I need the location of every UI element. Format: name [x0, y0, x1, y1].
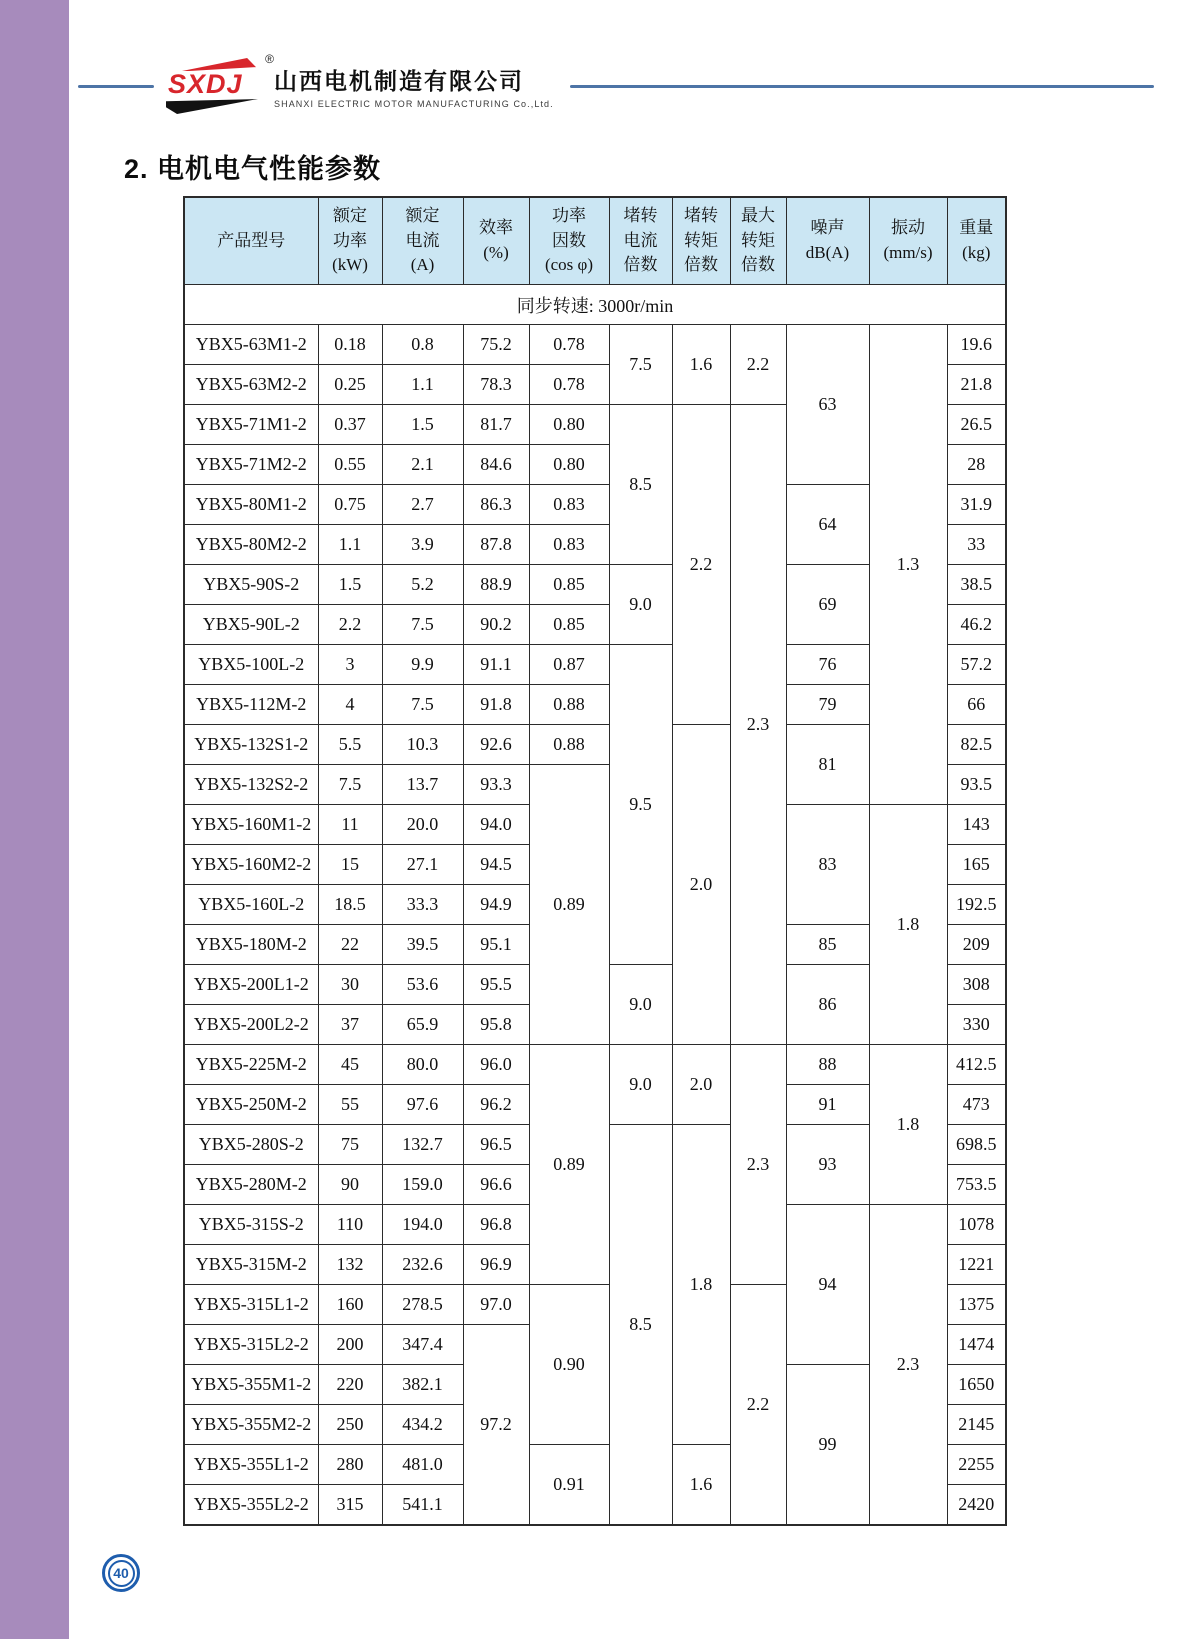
value-cell: 2.7 — [382, 485, 463, 525]
value-cell: 96.8 — [463, 1205, 529, 1245]
column-header-3: 效率 (%) — [463, 197, 529, 285]
value-cell: 2.2 — [672, 405, 730, 725]
value-cell: 64 — [786, 485, 869, 565]
value-cell: 0.75 — [318, 485, 382, 525]
value-cell: 160 — [318, 1285, 382, 1325]
value-cell: 81 — [786, 725, 869, 805]
value-cell: 95.5 — [463, 965, 529, 1005]
value-cell: 21.8 — [947, 365, 1006, 405]
model-cell: YBX5-90S-2 — [184, 565, 318, 605]
value-cell: 7.5 — [609, 325, 672, 405]
value-cell: 97.2 — [463, 1325, 529, 1526]
value-cell: 97.0 — [463, 1285, 529, 1325]
value-cell: 143 — [947, 805, 1006, 845]
value-cell: 698.5 — [947, 1125, 1006, 1165]
value-cell: 86 — [786, 965, 869, 1045]
model-cell: YBX5-112M-2 — [184, 685, 318, 725]
value-cell: 1078 — [947, 1205, 1006, 1245]
value-cell: 75 — [318, 1125, 382, 1165]
value-cell: 38.5 — [947, 565, 1006, 605]
value-cell: 9.0 — [609, 1045, 672, 1125]
value-cell: 2.2 — [318, 605, 382, 645]
value-cell: 0.88 — [529, 685, 609, 725]
value-cell: 28 — [947, 445, 1006, 485]
value-cell: 0.83 — [529, 525, 609, 565]
column-header-9: 振动 (mm/s) — [869, 197, 947, 285]
column-header-8: 噪声 dB(A) — [786, 197, 869, 285]
value-cell: 94.9 — [463, 885, 529, 925]
model-cell: YBX5-90L-2 — [184, 605, 318, 645]
model-cell: YBX5-200L1-2 — [184, 965, 318, 1005]
value-cell: 80.0 — [382, 1045, 463, 1085]
model-cell: YBX5-132S2-2 — [184, 765, 318, 805]
column-header-1: 额定 功率 (kW) — [318, 197, 382, 285]
column-header-6: 堵转 转矩 倍数 — [672, 197, 730, 285]
value-cell: 93.3 — [463, 765, 529, 805]
value-cell: 26.5 — [947, 405, 1006, 445]
value-cell: 4 — [318, 685, 382, 725]
value-cell: 8.5 — [609, 405, 672, 565]
value-cell: 2145 — [947, 1405, 1006, 1445]
value-cell: 20.0 — [382, 805, 463, 845]
sync-speed-band: 同步转速: 3000r/min — [184, 285, 1006, 325]
value-cell: 96.2 — [463, 1085, 529, 1125]
value-cell: 2420 — [947, 1485, 1006, 1526]
value-cell: 88.9 — [463, 565, 529, 605]
table-header-row — [184, 197, 1006, 285]
value-cell: 2.0 — [672, 1045, 730, 1125]
page-number-badge — [102, 1554, 140, 1592]
value-cell: 278.5 — [382, 1285, 463, 1325]
value-cell: 96.6 — [463, 1165, 529, 1205]
value-cell: 78.3 — [463, 365, 529, 405]
model-cell: YBX5-355L1-2 — [184, 1445, 318, 1485]
value-cell: 76 — [786, 645, 869, 685]
brand-header — [78, 50, 1154, 122]
value-cell: 0.25 — [318, 365, 382, 405]
column-header-4: 功率 因数 (cos φ) — [529, 197, 609, 285]
model-cell: YBX5-63M2-2 — [184, 365, 318, 405]
model-cell: YBX5-71M1-2 — [184, 405, 318, 445]
value-cell: 65.9 — [382, 1005, 463, 1045]
value-cell: 1.1 — [382, 365, 463, 405]
value-cell: 7.5 — [382, 685, 463, 725]
value-cell: 0.87 — [529, 645, 609, 685]
model-cell: YBX5-355L2-2 — [184, 1485, 318, 1526]
model-cell: YBX5-132S1-2 — [184, 725, 318, 765]
motor-spec-table — [183, 196, 1007, 1526]
model-cell: YBX5-160L-2 — [184, 885, 318, 925]
value-cell: 83 — [786, 805, 869, 925]
value-cell: 0.37 — [318, 405, 382, 445]
brand-rule-left — [78, 85, 154, 88]
value-cell: 0.85 — [529, 565, 609, 605]
value-cell: 57.2 — [947, 645, 1006, 685]
value-cell: 2.3 — [730, 1045, 786, 1285]
value-cell: 0.18 — [318, 325, 382, 365]
value-cell: 0.8 — [382, 325, 463, 365]
value-cell: 1.8 — [672, 1125, 730, 1445]
value-cell: 22 — [318, 925, 382, 965]
value-cell: 9.0 — [609, 565, 672, 645]
value-cell: 0.83 — [529, 485, 609, 525]
model-cell: YBX5-280M-2 — [184, 1165, 318, 1205]
value-cell: 18.5 — [318, 885, 382, 925]
value-cell: 209 — [947, 925, 1006, 965]
value-cell: 1474 — [947, 1325, 1006, 1365]
value-cell: 1.8 — [869, 805, 947, 1045]
value-cell: 46.2 — [947, 605, 1006, 645]
value-cell: 92.6 — [463, 725, 529, 765]
value-cell: 5.2 — [382, 565, 463, 605]
value-cell: 347.4 — [382, 1325, 463, 1365]
value-cell: 132 — [318, 1245, 382, 1285]
value-cell: 315 — [318, 1485, 382, 1526]
value-cell: 7.5 — [318, 765, 382, 805]
value-cell: 85 — [786, 925, 869, 965]
value-cell: 1.1 — [318, 525, 382, 565]
value-cell: 37 — [318, 1005, 382, 1045]
value-cell: 0.88 — [529, 725, 609, 765]
model-cell: YBX5-200L2-2 — [184, 1005, 318, 1045]
value-cell: 5.5 — [318, 725, 382, 765]
value-cell: 0.89 — [529, 765, 609, 1045]
value-cell: 1375 — [947, 1285, 1006, 1325]
value-cell: 473 — [947, 1085, 1006, 1125]
section-title: 2. 电机电气性能参数 — [124, 154, 382, 184]
value-cell: 9.5 — [609, 645, 672, 965]
value-cell: 753.5 — [947, 1165, 1006, 1205]
value-cell: 94 — [786, 1205, 869, 1365]
value-cell: 434.2 — [382, 1405, 463, 1445]
value-cell: 79 — [786, 685, 869, 725]
column-header-10: 重量 (kg) — [947, 197, 1006, 285]
value-cell: 194.0 — [382, 1205, 463, 1245]
value-cell: 45 — [318, 1045, 382, 1085]
company-name-cn: 山西电机制造有限公司 — [274, 68, 524, 94]
value-cell: 330 — [947, 1005, 1006, 1045]
value-cell: 55 — [318, 1085, 382, 1125]
table-row — [184, 325, 1006, 365]
value-cell: 84.6 — [463, 445, 529, 485]
value-cell: 412.5 — [947, 1045, 1006, 1085]
value-cell: 90 — [318, 1165, 382, 1205]
value-cell: 382.1 — [382, 1365, 463, 1405]
value-cell: 110 — [318, 1205, 382, 1245]
value-cell: 1.5 — [382, 405, 463, 445]
model-cell: YBX5-315L1-2 — [184, 1285, 318, 1325]
value-cell: 9.0 — [609, 965, 672, 1045]
value-cell: 93 — [786, 1125, 869, 1205]
value-cell: 1221 — [947, 1245, 1006, 1285]
value-cell: 82.5 — [947, 725, 1006, 765]
speed-band-row — [184, 285, 1006, 325]
value-cell: 99 — [786, 1365, 869, 1526]
value-cell: 280 — [318, 1445, 382, 1485]
value-cell: 94.0 — [463, 805, 529, 845]
value-cell: 0.78 — [529, 365, 609, 405]
value-cell: 87.8 — [463, 525, 529, 565]
value-cell: 11 — [318, 805, 382, 845]
model-cell: YBX5-315L2-2 — [184, 1325, 318, 1365]
value-cell: 0.90 — [529, 1285, 609, 1445]
value-cell: 0.91 — [529, 1445, 609, 1526]
registered-trademark-icon: ® — [265, 52, 274, 66]
value-cell: 93.5 — [947, 765, 1006, 805]
value-cell: 90.2 — [463, 605, 529, 645]
sidebar-accent-bar — [0, 0, 69, 1639]
column-header-7: 最大 转矩 倍数 — [730, 197, 786, 285]
value-cell: 2.2 — [730, 325, 786, 405]
value-cell: 1.6 — [672, 1445, 730, 1526]
value-cell: 39.5 — [382, 925, 463, 965]
value-cell: 86.3 — [463, 485, 529, 525]
value-cell: 2.3 — [869, 1205, 947, 1526]
value-cell: 66 — [947, 685, 1006, 725]
value-cell: 0.55 — [318, 445, 382, 485]
value-cell: 91 — [786, 1085, 869, 1125]
value-cell: 91.1 — [463, 645, 529, 685]
value-cell: 0.80 — [529, 405, 609, 445]
model-cell: YBX5-315M-2 — [184, 1245, 318, 1285]
value-cell: 63 — [786, 325, 869, 485]
model-cell: YBX5-80M1-2 — [184, 485, 318, 525]
value-cell: 3 — [318, 645, 382, 685]
value-cell: 0.85 — [529, 605, 609, 645]
value-cell: 159.0 — [382, 1165, 463, 1205]
value-cell: 481.0 — [382, 1445, 463, 1485]
value-cell: 95.8 — [463, 1005, 529, 1045]
spec-table-body — [184, 285, 1006, 1526]
value-cell: 81.7 — [463, 405, 529, 445]
model-cell: YBX5-225M-2 — [184, 1045, 318, 1085]
value-cell: 1.3 — [869, 325, 947, 805]
value-cell: 7.5 — [382, 605, 463, 645]
value-cell: 541.1 — [382, 1485, 463, 1526]
value-cell: 13.7 — [382, 765, 463, 805]
model-cell: YBX5-100L-2 — [184, 645, 318, 685]
sxdj-logo-icon — [166, 52, 274, 116]
value-cell: 96.9 — [463, 1245, 529, 1285]
value-cell: 96.0 — [463, 1045, 529, 1085]
page-number: 40 — [108, 1560, 135, 1587]
model-cell: YBX5-180M-2 — [184, 925, 318, 965]
company-logo — [166, 52, 554, 116]
value-cell: 88 — [786, 1045, 869, 1085]
company-name-en: SHANXI ELECTRIC MOTOR MANUFACTURING Co.,Ltd. — [274, 99, 554, 109]
value-cell: 19.6 — [947, 325, 1006, 365]
model-cell: YBX5-315S-2 — [184, 1205, 318, 1245]
value-cell: 10.3 — [382, 725, 463, 765]
value-cell: 9.9 — [382, 645, 463, 685]
value-cell: 308 — [947, 965, 1006, 1005]
value-cell: 3.9 — [382, 525, 463, 565]
model-cell: YBX5-280S-2 — [184, 1125, 318, 1165]
value-cell: 33 — [947, 525, 1006, 565]
logo-mark-text: SXDJ — [168, 69, 243, 99]
value-cell: 0.80 — [529, 445, 609, 485]
value-cell: 220 — [318, 1365, 382, 1405]
value-cell: 200 — [318, 1325, 382, 1365]
value-cell: 33.3 — [382, 885, 463, 925]
value-cell: 2.0 — [672, 725, 730, 1045]
column-header-5: 堵转 电流 倍数 — [609, 197, 672, 285]
value-cell: 2.1 — [382, 445, 463, 485]
value-cell: 0.89 — [529, 1045, 609, 1285]
value-cell: 31.9 — [947, 485, 1006, 525]
value-cell: 91.8 — [463, 685, 529, 725]
value-cell: 15 — [318, 845, 382, 885]
logo-swoosh-shape — [166, 99, 258, 114]
value-cell: 94.5 — [463, 845, 529, 885]
value-cell: 2255 — [947, 1445, 1006, 1485]
value-cell: 2.3 — [730, 405, 786, 1045]
model-cell: YBX5-160M1-2 — [184, 805, 318, 845]
value-cell: 2.2 — [730, 1285, 786, 1526]
table-row — [184, 1045, 1006, 1085]
value-cell: 8.5 — [609, 1125, 672, 1526]
value-cell: 30 — [318, 965, 382, 1005]
value-cell: 97.6 — [382, 1085, 463, 1125]
model-cell: YBX5-355M1-2 — [184, 1365, 318, 1405]
model-cell: YBX5-250M-2 — [184, 1085, 318, 1125]
value-cell: 250 — [318, 1405, 382, 1445]
value-cell: 165 — [947, 845, 1006, 885]
model-cell: YBX5-355M2-2 — [184, 1405, 318, 1445]
value-cell: 53.6 — [382, 965, 463, 1005]
value-cell: 0.78 — [529, 325, 609, 365]
value-cell: 1.5 — [318, 565, 382, 605]
value-cell: 1.6 — [672, 325, 730, 405]
column-header-2: 额定 电流 (A) — [382, 197, 463, 285]
column-header-0: 产品型号 — [184, 197, 318, 285]
value-cell: 1650 — [947, 1365, 1006, 1405]
model-cell: YBX5-160M2-2 — [184, 845, 318, 885]
value-cell: 132.7 — [382, 1125, 463, 1165]
model-cell: YBX5-63M1-2 — [184, 325, 318, 365]
value-cell: 27.1 — [382, 845, 463, 885]
value-cell: 96.5 — [463, 1125, 529, 1165]
value-cell: 192.5 — [947, 885, 1006, 925]
model-cell: YBX5-71M2-2 — [184, 445, 318, 485]
value-cell: 75.2 — [463, 325, 529, 365]
value-cell: 232.6 — [382, 1245, 463, 1285]
model-cell: YBX5-80M2-2 — [184, 525, 318, 565]
value-cell: 69 — [786, 565, 869, 645]
value-cell: 1.8 — [869, 1045, 947, 1205]
brand-rule-right — [570, 85, 1154, 88]
value-cell: 95.1 — [463, 925, 529, 965]
